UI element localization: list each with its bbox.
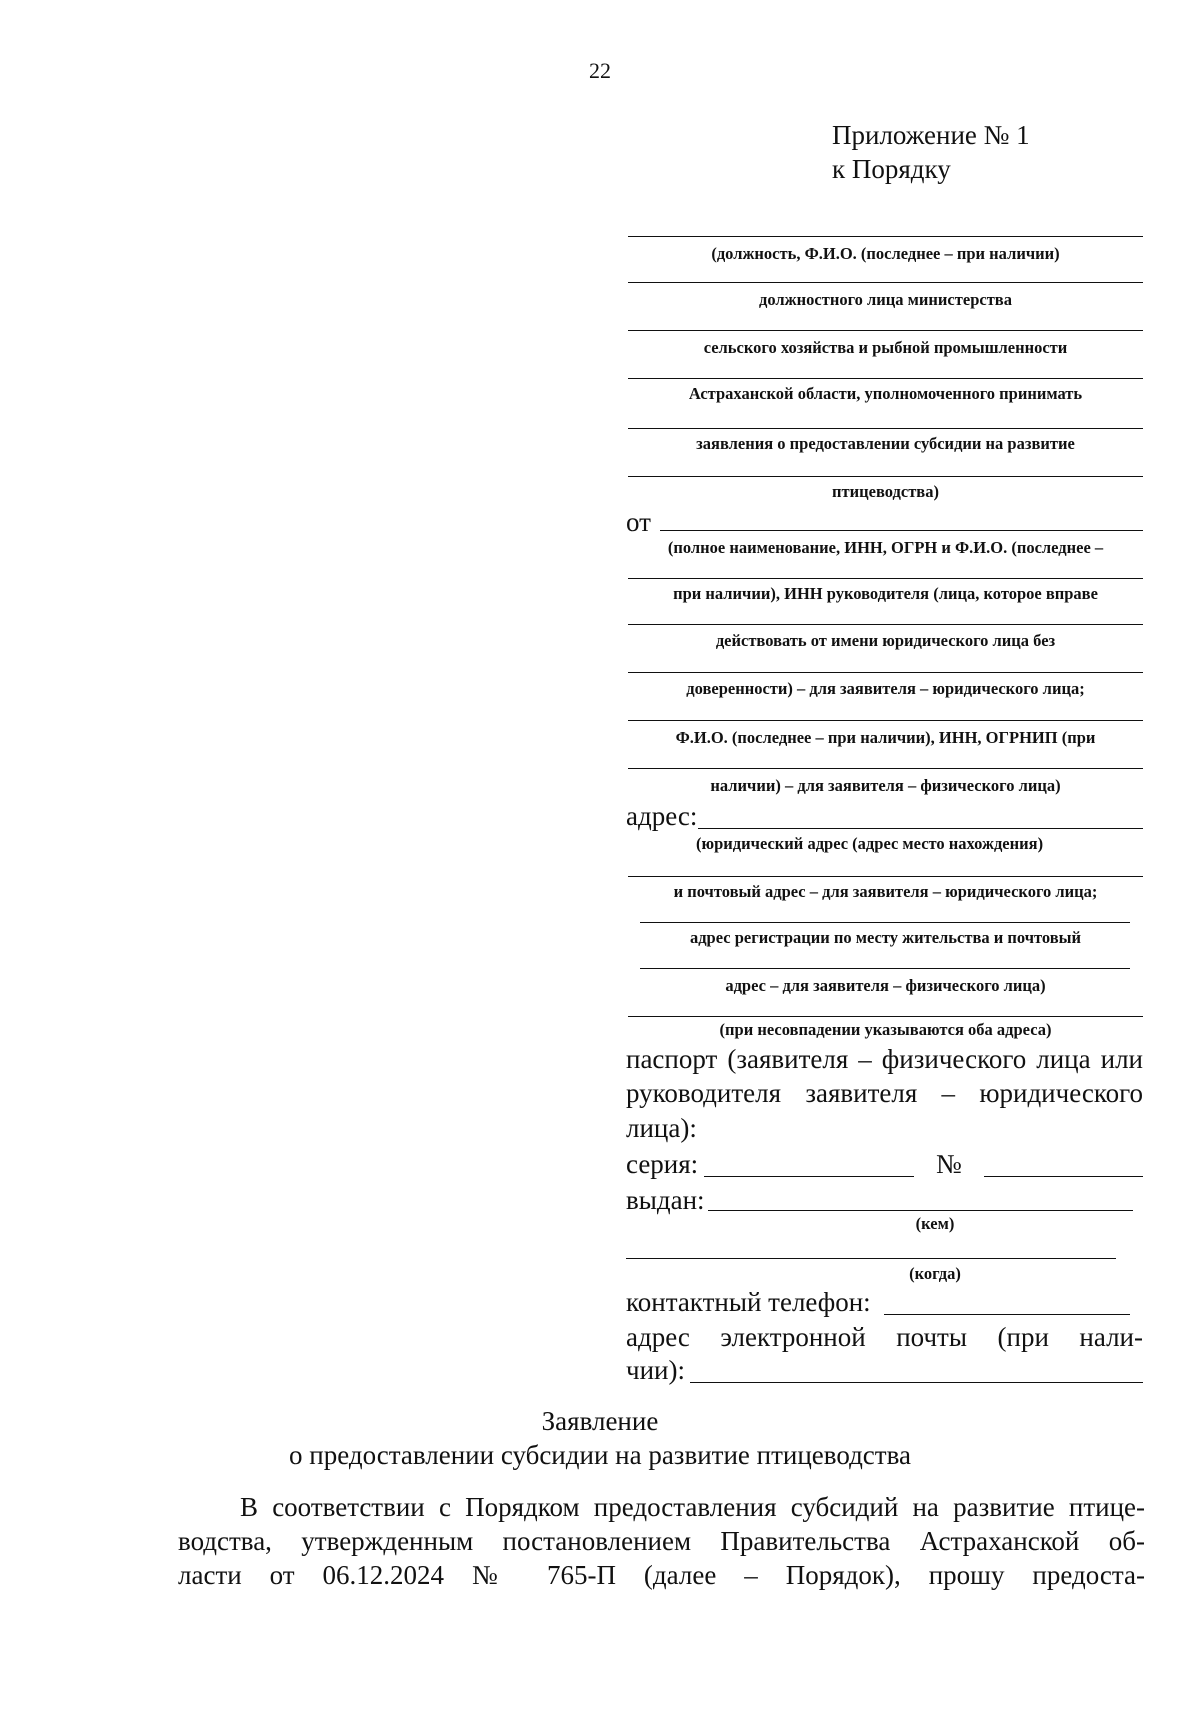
address-fill-line	[698, 828, 1143, 829]
official-caption: должностного лица министерства	[759, 290, 1012, 309]
series-label: серия:	[626, 1149, 699, 1179]
passport-line-1: паспорт (заявителя – физического лица или	[626, 1044, 1143, 1074]
applicant-fill-line	[628, 578, 1143, 579]
from-label: от	[626, 507, 651, 537]
official-caption: Астраханской области, уполномоченного принимать	[688, 384, 1083, 403]
series-fill-line	[704, 1176, 914, 1177]
applicant-fill-line	[628, 720, 1143, 721]
applicant-caption: при наличии), ИНН руководителя (лица, которое вправе	[673, 584, 1098, 603]
passport-line-3: лица):	[626, 1113, 697, 1143]
appendix-line-2: к Порядку	[832, 154, 951, 184]
issued-by-caption: (кем)	[915, 1214, 955, 1233]
body-line-2: водства, утвержденным постановлением Правительства Астраханской об-	[178, 1526, 1145, 1556]
official-caption: сельского хозяйства и рыбной промышленности	[703, 338, 1068, 357]
address-caption: (при несовпадении указываются оба адреса)	[719, 1020, 1052, 1039]
page-number: 22	[589, 58, 611, 83]
address-caption: (юридический адрес (адрес место нахождения)	[696, 834, 1044, 853]
address-fill-line	[628, 876, 1143, 877]
official-fill-line	[628, 330, 1143, 331]
issued-by-fill-line	[708, 1210, 1133, 1211]
official-caption: птицеводства)	[832, 482, 939, 501]
address-fill-line	[628, 1016, 1143, 1017]
appendix-line-1: Приложение № 1	[832, 120, 1030, 150]
statement-title: Заявление	[541, 1406, 659, 1436]
official-caption: заявления о предоставлении субсидии на развитие	[696, 434, 1075, 453]
applicant-fill-line	[628, 768, 1143, 769]
issued-when-caption: (когда)	[909, 1264, 961, 1283]
applicant-caption: действовать от имени юридического лица без	[715, 631, 1056, 650]
applicant-caption: (полное наименование, ИНН, ОГРН и Ф.И.О. (последнее –	[667, 538, 1104, 557]
email-fill-line	[690, 1382, 1143, 1383]
address-fill-line	[640, 922, 1130, 923]
email-label-line-2: чии):	[626, 1355, 685, 1385]
phone-fill-line	[884, 1314, 1130, 1315]
applicant-fill-line	[628, 672, 1143, 673]
from-fill-line	[660, 530, 1143, 531]
address-fill-line	[640, 968, 1130, 969]
applicant-caption: Ф.И.О. (последнее – при наличии), ИНН, ОГРНИП (при	[675, 728, 1096, 747]
passport-line-2: руководителя заявителя – юридического	[626, 1078, 1143, 1108]
applicant-fill-line	[628, 624, 1143, 625]
number-label: №	[936, 1149, 962, 1179]
official-fill-line	[628, 378, 1143, 379]
address-caption: адрес – для заявителя – физического лица)	[725, 976, 1046, 995]
official-caption: (должность, Ф.И.О. (последнее – при наличии)	[711, 244, 1060, 263]
body-line-1: В соответствии с Порядком предоставления субсидий на развитие птице-	[240, 1492, 1145, 1522]
statement-subtitle: о предоставлении субсидии на развитие птицеводства	[289, 1440, 911, 1470]
appendix-heading	[832, 118, 1030, 186]
phone-label: контактный телефон:	[626, 1287, 871, 1317]
body-line-3: ласти от 06.12.2024 № 765-П (далее – Порядок), прошу предоста-	[178, 1560, 1145, 1590]
official-fill-line	[628, 282, 1143, 283]
issued-label: выдан:	[626, 1185, 705, 1215]
issued-when-fill-line	[626, 1258, 1116, 1259]
official-fill-line	[628, 476, 1143, 477]
official-fill-line	[628, 236, 1143, 237]
address-caption: и почтовый адрес – для заявителя – юридического лица;	[673, 882, 1098, 901]
official-fill-line	[628, 428, 1143, 429]
email-label-line-1: адрес электронной почты (при нали-	[626, 1322, 1143, 1352]
applicant-caption: доверенности) – для заявителя – юридического лица;	[686, 679, 1085, 698]
number-fill-line	[984, 1176, 1143, 1177]
address-label: адрес:	[626, 801, 698, 831]
address-caption: адрес регистрации по месту жительства и почтовый	[689, 928, 1082, 947]
applicant-caption: наличии) – для заявителя – физического лица)	[710, 776, 1061, 795]
